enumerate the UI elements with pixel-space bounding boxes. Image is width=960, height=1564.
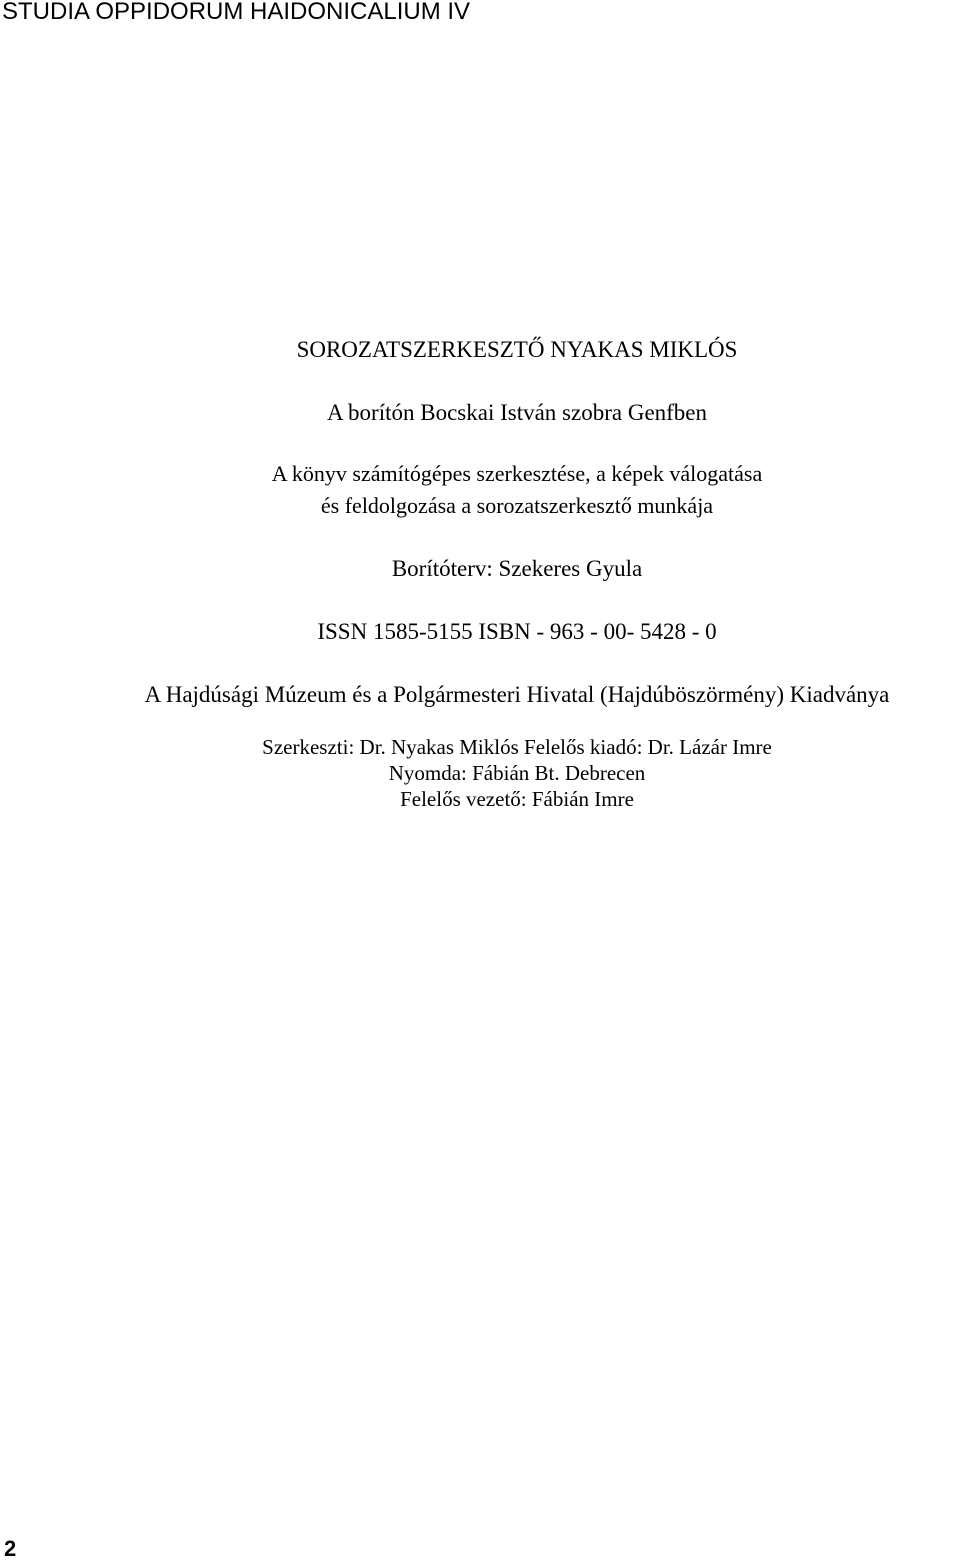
page-number: 2 <box>4 1536 17 1561</box>
manager-credit: Felelős vezető: Fábián Imre <box>400 787 634 811</box>
series-title: STUDIA OPPIDORUM HAIDONICALIUM IV <box>2 0 471 25</box>
editor-publisher-credit: Szerkeszti: Dr. Nyakas Miklós Felelős kiadó: Dr. Lázár Imre <box>262 735 772 759</box>
publisher-line: A Hajdúsági Múzeum és a Polgármesteri Hivatal (Hajdúböszörmény) Kiadványa <box>144 682 890 707</box>
issn-isbn-line: ISSN 1585-5155 ISBN - 963 - 00- 5428 - 0 <box>317 619 717 644</box>
book-editing-credit-line-2: és feldolgozása a sorozatszerkesztő munkája <box>320 493 714 518</box>
cover-image-credit: A borítón Bocskai István szobra Genfben <box>326 400 708 425</box>
cover-design-credit: Borítóterv: Szekeres Gyula <box>391 556 643 581</box>
book-editing-credit-line-1: A könyv számítógépes szerkesztése, a képek válogatása <box>271 461 763 486</box>
printer-credit: Nyomda: Fábián Bt. Debrecen <box>388 761 646 785</box>
series-editor-credit: SOROZATSZERKESZTŐ NYAKAS MIKLÓS <box>296 337 738 362</box>
